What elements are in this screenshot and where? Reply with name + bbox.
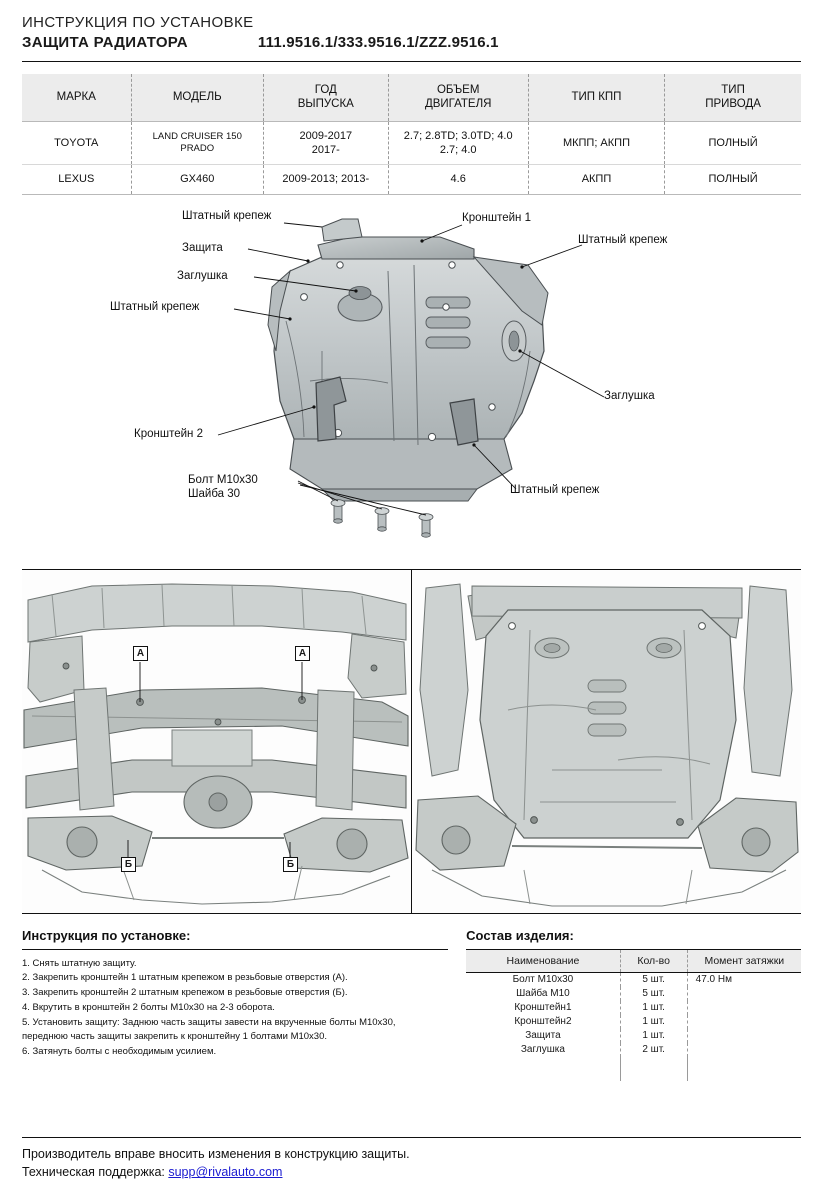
cell-qty: 1 шт. bbox=[620, 1015, 687, 1029]
cell-qty: 1 шт. bbox=[620, 1001, 687, 1015]
list-item: 4. Вкрутить в кронштейн 2 болты М10х30 на 2-3 оборота. bbox=[22, 1001, 275, 1013]
cell-brand: LEXUS bbox=[22, 165, 131, 194]
callout-zaglushka-1: Заглушка bbox=[177, 269, 228, 282]
document-footer bbox=[22, 1137, 801, 1183]
cell-torque: 47.0 Нм bbox=[695, 974, 732, 986]
document-subtitle: ИНСТРУКЦИЯ ПО УСТАНОВКЕ bbox=[22, 14, 254, 31]
table-row bbox=[466, 1029, 801, 1043]
column-header-drive: ТИП ПРИВОДА bbox=[665, 74, 801, 121]
callout-shtatny-krepezh-2: Штатный крепеж bbox=[110, 300, 200, 313]
list-item: 5. Установить защиту: Заднюю часть защиты завести на вкрученные болты М10х30, bbox=[22, 1016, 396, 1028]
cell-part-name: Заглушка bbox=[466, 1043, 620, 1057]
table-row bbox=[22, 121, 801, 165]
cell-drive: ПОЛНЫЙ bbox=[665, 165, 801, 194]
cell-model: GX460 bbox=[131, 165, 263, 194]
cell-part-name: Кронштейн1 bbox=[466, 1001, 620, 1015]
marker-b-left: Б bbox=[121, 857, 136, 872]
cell-year: 2009-2013; 2013- bbox=[263, 165, 388, 194]
cell-torque bbox=[687, 987, 801, 1001]
column-header-brand: МАРКА bbox=[22, 74, 131, 121]
cell-empty bbox=[620, 1075, 687, 1081]
callout-zaglushka-2: Заглушка bbox=[604, 389, 655, 402]
cell-qty: 2 шт. bbox=[620, 1043, 687, 1057]
installed-plate-photo bbox=[412, 570, 801, 913]
cell-qty: 1 шт. bbox=[620, 1029, 687, 1043]
cell-gearbox: АКПП bbox=[528, 165, 664, 194]
photo-left-underbody bbox=[22, 570, 411, 913]
composition-table-wrap bbox=[466, 949, 801, 1081]
cell-model: LAND CRUISER 150 PRADO bbox=[131, 121, 263, 165]
column-header-qty: Кол-во bbox=[620, 949, 687, 972]
cell-engine: 4.6 bbox=[388, 165, 528, 194]
cell-part-name: Защита bbox=[466, 1029, 620, 1043]
composition-title: Состав изделия: bbox=[466, 927, 574, 943]
skid-plate-drawing bbox=[22, 201, 801, 561]
column-header-gearbox: ТИП КПП bbox=[528, 74, 664, 121]
column-header-year: ГОД ВЫПУСКА bbox=[263, 74, 388, 121]
document-header bbox=[22, 0, 801, 62]
column-header-engine: ОБЪЕМ ДВИГАТЕЛЯ bbox=[388, 74, 528, 121]
instructions-title: Инструкция по установке: bbox=[22, 927, 191, 943]
table-row bbox=[466, 972, 801, 987]
underbody-photo-left bbox=[22, 570, 411, 913]
cell-gearbox: МКПП; АКПП bbox=[528, 121, 664, 165]
composition-section bbox=[466, 928, 801, 1081]
cell-part-name: Кронштейн2 bbox=[466, 1015, 620, 1029]
list-item: 2. Закрепить кронштейн 1 штатным крепежом в резьбовые отверстия (А). bbox=[22, 972, 348, 984]
marker-a-right: А bbox=[295, 646, 310, 661]
vehicle-spec-table bbox=[22, 74, 801, 195]
table-row-filler bbox=[466, 1075, 801, 1081]
column-header-torque: Момент затяжки bbox=[687, 949, 801, 972]
callout-shtatny-krepezh-1: Штатный крепеж bbox=[182, 209, 272, 222]
table-row bbox=[466, 1001, 801, 1015]
installation-instructions bbox=[22, 928, 448, 1081]
instructions-divider bbox=[22, 949, 448, 950]
photo-right-installed bbox=[411, 570, 801, 913]
exploded-diagram bbox=[22, 201, 801, 561]
table-row bbox=[466, 987, 801, 1001]
footer-disclaimer: Производитель вправе вносить изменения в конструкцию защиты. bbox=[22, 1146, 410, 1161]
marker-a-left: А bbox=[133, 646, 148, 661]
footer-support bbox=[22, 1163, 801, 1182]
table-row bbox=[466, 1043, 801, 1057]
cell-engine: 2.7; 2.8TD; 3.0TD; 4.0 2.7; 4.0 bbox=[388, 121, 528, 165]
header-divider bbox=[22, 61, 801, 62]
column-header-name: Наименование bbox=[466, 949, 620, 972]
cell-part-name: Болт М10х30 bbox=[466, 972, 620, 987]
callout-shtatny-krepezh-4: Штатный крепеж bbox=[510, 483, 600, 496]
cell-part-name: Шайба М10 bbox=[466, 987, 620, 1001]
page-title: ЗАЩИТА РАДИАТОРА bbox=[22, 34, 188, 51]
cell-torque bbox=[687, 1015, 801, 1029]
composition-table bbox=[466, 949, 801, 1081]
cell-torque bbox=[687, 1029, 801, 1043]
instructions-list bbox=[22, 957, 448, 1059]
bolt-parts bbox=[331, 499, 433, 537]
cell-empty bbox=[466, 1075, 620, 1081]
list-item: 1. Снять штатную защиту. bbox=[22, 957, 137, 969]
callout-kronshteyn-1: Кронштейн 1 bbox=[462, 211, 531, 224]
cell-empty bbox=[687, 1075, 801, 1081]
cell-drive: ПОЛНЫЙ bbox=[665, 121, 801, 165]
table-header-row bbox=[466, 949, 801, 972]
cell-qty: 5 шт. bbox=[620, 972, 687, 987]
callout-bolt-washer: Болт М10х30 Шайба 30 bbox=[188, 473, 258, 501]
list-item: переднюю часть защиты закрепить к кронштейну 1 болтами М10х30. bbox=[22, 1031, 328, 1043]
cell-brand: TOYOTA bbox=[22, 121, 131, 165]
marker-b-right: Б bbox=[283, 857, 298, 872]
footer-divider bbox=[22, 1137, 801, 1138]
list-item: 6. Затянуть болты с необходимым усилием. bbox=[22, 1046, 217, 1058]
callout-zaschita: Защита bbox=[182, 241, 223, 254]
column-header-model: МОДЕЛЬ bbox=[131, 74, 263, 121]
support-label: Техническая поддержка: bbox=[22, 1165, 169, 1180]
plate-body bbox=[268, 219, 548, 501]
support-email-link[interactable]: supp@rivalauto.com bbox=[168, 1165, 283, 1180]
photo-panels bbox=[22, 569, 801, 914]
callout-kronshteyn-2: Кронштейн 2 bbox=[134, 427, 203, 440]
cell-qty: 5 шт. bbox=[620, 987, 687, 1001]
table-row bbox=[466, 1015, 801, 1029]
product-codes: 111.9516.1/333.9516.1/ZZZ.9516.1 bbox=[257, 34, 499, 51]
list-item: 3. Закрепить кронштейн 2 штатным крепежом в резьбовые отверстия (Б). bbox=[22, 987, 348, 999]
bottom-section bbox=[22, 928, 801, 1081]
cell-torque bbox=[687, 1043, 801, 1057]
cell-torque bbox=[687, 1001, 801, 1015]
cell-year: 2009-2017 2017- bbox=[263, 121, 388, 165]
table-header-row bbox=[22, 74, 801, 121]
callout-shtatny-krepezh-3: Штатный крепеж bbox=[578, 233, 668, 246]
document-title-row bbox=[22, 34, 801, 51]
table-row bbox=[22, 165, 801, 194]
